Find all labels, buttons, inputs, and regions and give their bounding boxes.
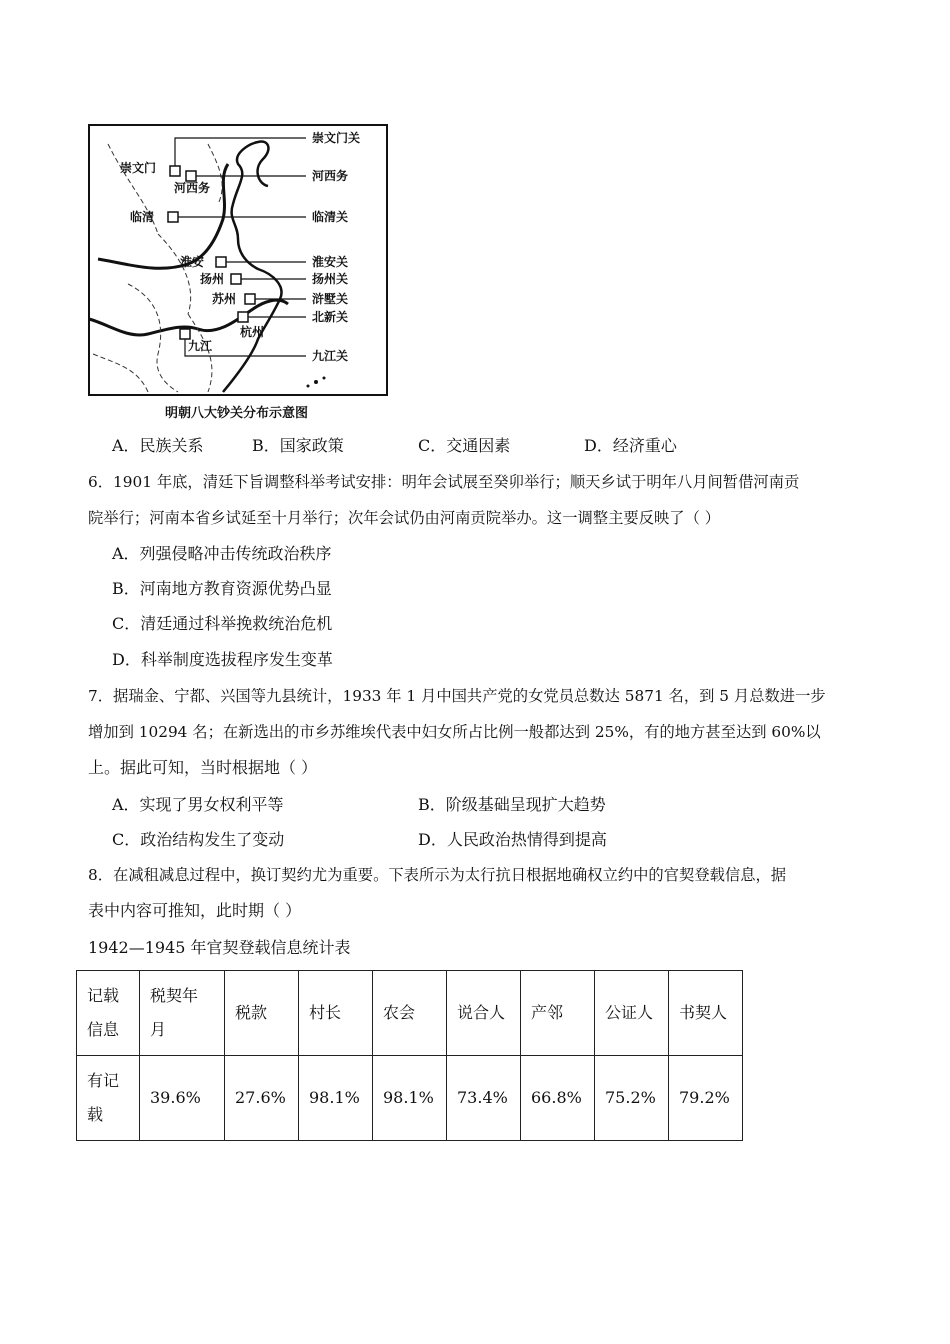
map-label-chongwenmen: 崇文门 (120, 161, 157, 175)
table-header-cell: 村长 (299, 971, 373, 1056)
q6-option-a: A．列强侵略冲击传统政治秩序 (112, 544, 332, 563)
table-cell: 79.2% (669, 1056, 743, 1141)
q5-option-b: B．国家政策 (252, 436, 344, 455)
map-right-label: 崇文门关 (312, 131, 361, 145)
table-header-cell: 记载 信息 (77, 971, 140, 1056)
map-label-suzhou: 苏州 (212, 292, 237, 306)
table-cell: 有记 载 (77, 1056, 140, 1141)
table-header-cell: 产邻 (521, 971, 595, 1056)
q6-stem-line2: 院举行；河南本省乡试延至十月举行；次年会试仍由河南贡院举办。这一调整主要反映了（ ） (88, 509, 721, 527)
q5-option-d: D．经济重心 (584, 436, 677, 455)
map-label-linqing: 临清 (130, 210, 155, 224)
q7-stem-line2: 增加到 10294 名；在新选出的市乡苏维埃代表中妇女所占比例一般都达到 25%，有的地方甚至达到 60%以 (88, 723, 821, 741)
map-label-hexiwu: 河西务 (174, 181, 211, 195)
table-header-cell: 说合人 (447, 971, 521, 1056)
map-right-label: 北新关 (312, 310, 349, 324)
map-right-label: 九江关 (312, 349, 349, 363)
table-header-cell: 农会 (373, 971, 447, 1056)
q5-option-c: C．交通因素 (418, 436, 511, 455)
map-right-label: 临清关 (312, 210, 349, 224)
q6-option-d: D．科举制度选拔程序发生变革 (112, 650, 333, 669)
map-label-hangzhou: 杭州 (240, 325, 265, 339)
q8-stem-line2: 表中内容可推知，此时期（ ） (88, 901, 302, 920)
map-right-label: 淮安关 (312, 255, 349, 269)
q7-option-c: C．政治结构发生了变动 (112, 830, 285, 849)
table-header-row (77, 971, 743, 1056)
q8-stem-line1: 8．在减租减息过程中，换订契约尤为重要。下表所示为太行抗日根据地确权立约中的官契登载信息，据 (88, 866, 787, 884)
table-cell: 27.6% (225, 1056, 299, 1141)
table-header-cell: 公证人 (595, 971, 669, 1056)
q5-option-a: A．民族关系 (112, 436, 204, 455)
map-label-jiujiang: 九江 (188, 339, 213, 353)
q7-option-d: D．人民政治热情得到提高 (418, 830, 607, 849)
deed-info-table (76, 970, 743, 1141)
q6-option-c: C．清廷通过科举挽救统治危机 (112, 614, 333, 633)
table-cell: 66.8% (521, 1056, 595, 1141)
map-right-label: 浒墅关 (312, 292, 349, 306)
map-right-label: 河西务 (312, 169, 349, 183)
table-cell: 98.1% (373, 1056, 447, 1141)
map-label-huaian: 淮安 (180, 255, 205, 269)
map-label-yangzhou: 扬州 (200, 272, 225, 286)
map-right-label: 扬州关 (312, 272, 349, 286)
q6-stem-line1: 6．1901 年底，清廷下旨调整科举考试安排：明年会试展至癸卯举行；顺天乡试于明年八月间暂借河南贡 (88, 473, 800, 491)
table-cell: 75.2% (595, 1056, 669, 1141)
table-title: 1942—1945 年官契登载信息统计表 (88, 938, 351, 957)
table-cell: 98.1% (299, 1056, 373, 1141)
q7-stem-line1: 7．据瑞金、宁都、兴国等九县统计，1933 年 1 月中国共产党的女党员总数达 5871 名，到 5 月总数进一步 (88, 687, 826, 705)
table-header-cell: 税契年 月 (140, 971, 225, 1056)
q6-option-b: B．河南地方教育资源优势凸显 (112, 579, 332, 598)
map-figure (88, 124, 388, 396)
q7-stem-line3: 上。据此可知，当时根据地（ ） (88, 758, 318, 777)
table-header-cell: 税款 (225, 971, 299, 1056)
table-header-cell: 书契人 (669, 971, 743, 1056)
map-drawing (88, 124, 388, 396)
q7-option-b: B．阶级基础呈现扩大趋势 (418, 795, 606, 814)
map-caption: 明朝八大钞关分布示意图 (165, 406, 309, 421)
table-row (77, 1056, 743, 1141)
table-cell: 73.4% (447, 1056, 521, 1141)
q7-option-a: A．实现了男女权利平等 (112, 795, 284, 814)
table-cell: 39.6% (140, 1056, 225, 1141)
